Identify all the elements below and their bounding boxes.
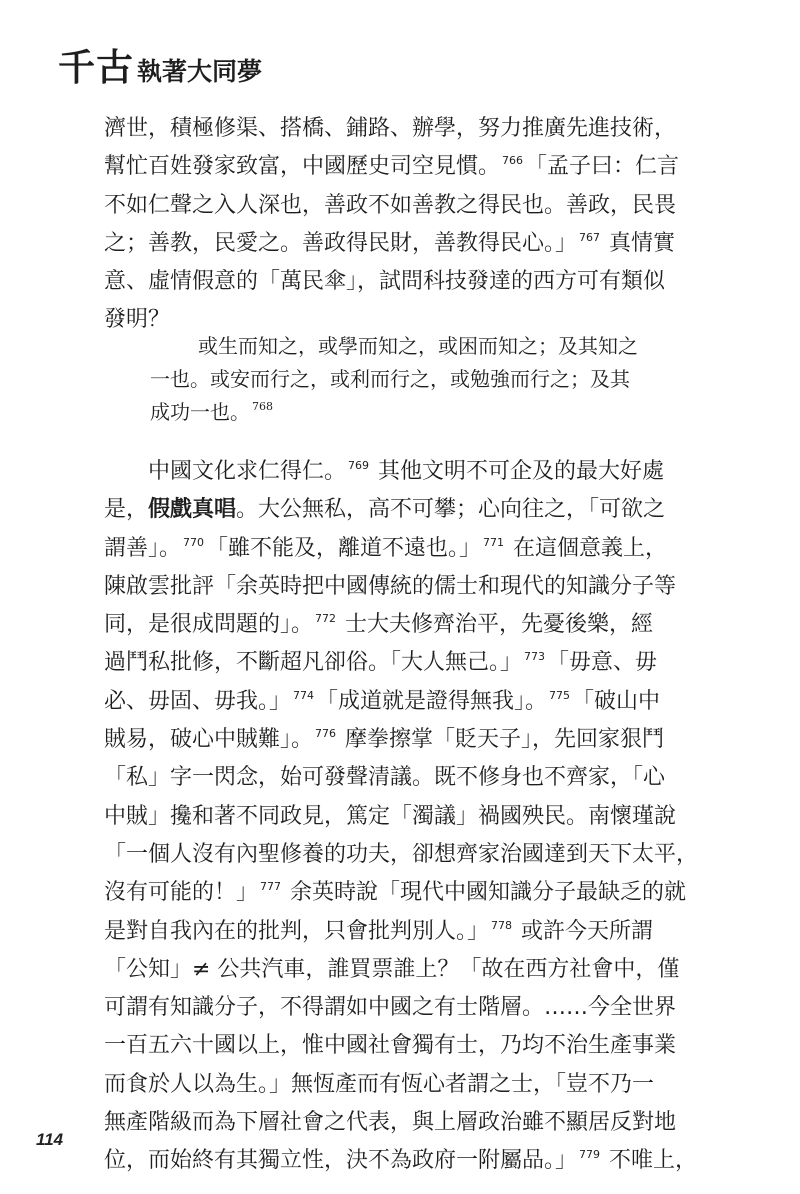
page-number: 114 (36, 1130, 64, 1149)
line-text: 「雖不能及，離道不遠也。」 (206, 535, 482, 561)
text-line (104, 644, 684, 682)
line-text: 「成道就是證得無我」。 (316, 688, 548, 714)
footnote-ref: 777 (260, 880, 282, 894)
text-line (104, 683, 684, 721)
text-line (104, 721, 684, 759)
line-text: 過鬥私批修，不斷超凡卻俗。「大人無己。」 (104, 650, 523, 676)
line-text: 「一個人沒有內聖修養的功夫，卻想齊家治國達到天下太平， (104, 841, 699, 867)
line-text: 沒有可能的！」 (104, 880, 259, 906)
text-line (104, 263, 684, 301)
line-text: 陳啟雲批評「余英時把中國傳統的儒士和現代的知識分子等 (104, 573, 677, 599)
footnote-ref: 767 (579, 230, 601, 244)
footnote-ref: 778 (491, 918, 513, 932)
line-text: 或生而知之，或學而知之，或困而知之；及其知之 (198, 334, 638, 358)
text-line (104, 1027, 684, 1065)
footnote-ref: 768 (252, 400, 273, 413)
line-text: 位，而始終有其獨立性，決不為政府一附屬品。」 (104, 1148, 578, 1174)
text-line (104, 1066, 684, 1104)
line-text: 余英時說「現代中國知識分子最缺乏的就 (283, 880, 687, 906)
line-text: 意、虛情假意的「萬民傘」，試問科技發達的西方可有類似 (104, 269, 666, 295)
text-line (104, 798, 684, 836)
footnote-ref: 771 (483, 535, 505, 549)
line-text: 「破山中 (572, 688, 661, 714)
paragraph-2 (104, 453, 699, 1181)
line-text: 謂善」。 (104, 535, 182, 561)
line-text: 成功一也。 (150, 400, 250, 424)
line-text: 必、毋固、毋我。」 (104, 688, 292, 714)
text-line (104, 606, 684, 644)
text-line (104, 491, 684, 529)
quote-line (150, 330, 685, 363)
quote-line (150, 396, 685, 429)
line-text: 是， (104, 497, 149, 523)
text-line (104, 530, 684, 568)
line-text: 無產階級而為下層社會之代表，與上層政治雖不顯居反對地 (104, 1110, 677, 1136)
quote-line (150, 363, 685, 396)
line-text: 「毋意、毋 (547, 650, 658, 676)
text-line (104, 1104, 684, 1142)
text-line (104, 225, 684, 263)
line-text: 真情實 (602, 230, 676, 256)
line-text: 而食於人以為生。」無恆產而有恆心者謂之士，「豈不乃一 (104, 1071, 655, 1097)
line-text: 之；善教，民愛之。善政得民財，善教得民心。」 (104, 230, 578, 256)
block-quote (150, 330, 685, 429)
book-title-small: 執著大同夢 (137, 57, 263, 86)
text-line (104, 989, 684, 1027)
paragraph-1 (104, 110, 684, 340)
line-text: 或許今天所謂 (514, 918, 654, 944)
line-text: 。大公無私，高不可攀；心向往之，「可欲之 (236, 497, 666, 523)
text-line (104, 951, 684, 989)
line-text: 幫忙百姓發家致富，中國歷史司空見慣。 (104, 154, 501, 180)
line-text: 是對自我內在的批判，只會批判別人。」 (104, 918, 490, 944)
running-head (58, 36, 263, 89)
footnote-ref: 776 (315, 727, 337, 741)
line-text: 發明？ (104, 307, 171, 333)
line-text: 不如仁聲之入人深也，善政不如善教之得民也。善政，民畏 (104, 192, 677, 218)
line-text: 可謂有知識分子，不得謂如中國之有士階層。……今全世界 (104, 995, 677, 1021)
footnote-ref: 779 (579, 1148, 601, 1162)
line-text: 一也。或安而行之，或利而行之，或勉強而行之；及其 (150, 367, 630, 391)
footnote-ref: 773 (524, 650, 546, 664)
text-line (104, 148, 684, 186)
line-text: 濟世，積極修渠、搭橋、鋪路、辦學，努力推廣先進技術， (104, 116, 677, 141)
text-line (104, 913, 684, 951)
text-line (104, 453, 684, 491)
line-text: 其他文明不可企及的最大好處 (371, 459, 665, 484)
line-text: 在這個意義上， (506, 535, 668, 561)
line-text: 一百五六十國以上，惟中國社會獨有士，乃均不治生產事業 (104, 1033, 677, 1059)
line-text: 士大夫修齊治平，先憂後樂，經 (338, 612, 654, 638)
line-text: 賊易，破心中賊難」。 (104, 727, 314, 753)
text-line (104, 187, 684, 225)
line-text: 「私」字一閃念，始可發聲清議。既不修身也不齊家，「心 (104, 765, 666, 791)
bold-phrase: 假戲真唱 (148, 497, 237, 523)
line-text: 中賊」攙和著不同政見，篤定「濁議」禍國殃民。南懷瑾說 (104, 803, 677, 829)
footnote-ref: 769 (348, 459, 370, 472)
footnote-ref: 770 (183, 535, 205, 549)
text-line (104, 568, 684, 606)
text-line (104, 1142, 698, 1180)
footnote-ref: 774 (293, 688, 315, 702)
footnote-ref: 772 (315, 612, 337, 626)
text-line (104, 836, 699, 874)
line-text: 同，是很成問題的」。 (104, 612, 314, 638)
footnote-ref: 766 (502, 154, 524, 168)
line-text: 不唯上， (602, 1148, 698, 1174)
text-line (104, 759, 684, 797)
line-text: 「孟子曰：仁言 (525, 154, 680, 180)
line-text: 摩拳擦掌「貶天子」，先回家狠鬥 (338, 727, 665, 753)
text-line (104, 874, 687, 912)
line-text: 「公知」≠ 公共汽車，誰買票誰上？「故在西方社會中，僅 (104, 956, 680, 982)
line-text: 中國文化求仁得仁。 (148, 459, 347, 484)
book-title-large: 千古 (58, 45, 134, 89)
footnote-ref: 775 (549, 688, 571, 702)
text-line (104, 110, 684, 148)
